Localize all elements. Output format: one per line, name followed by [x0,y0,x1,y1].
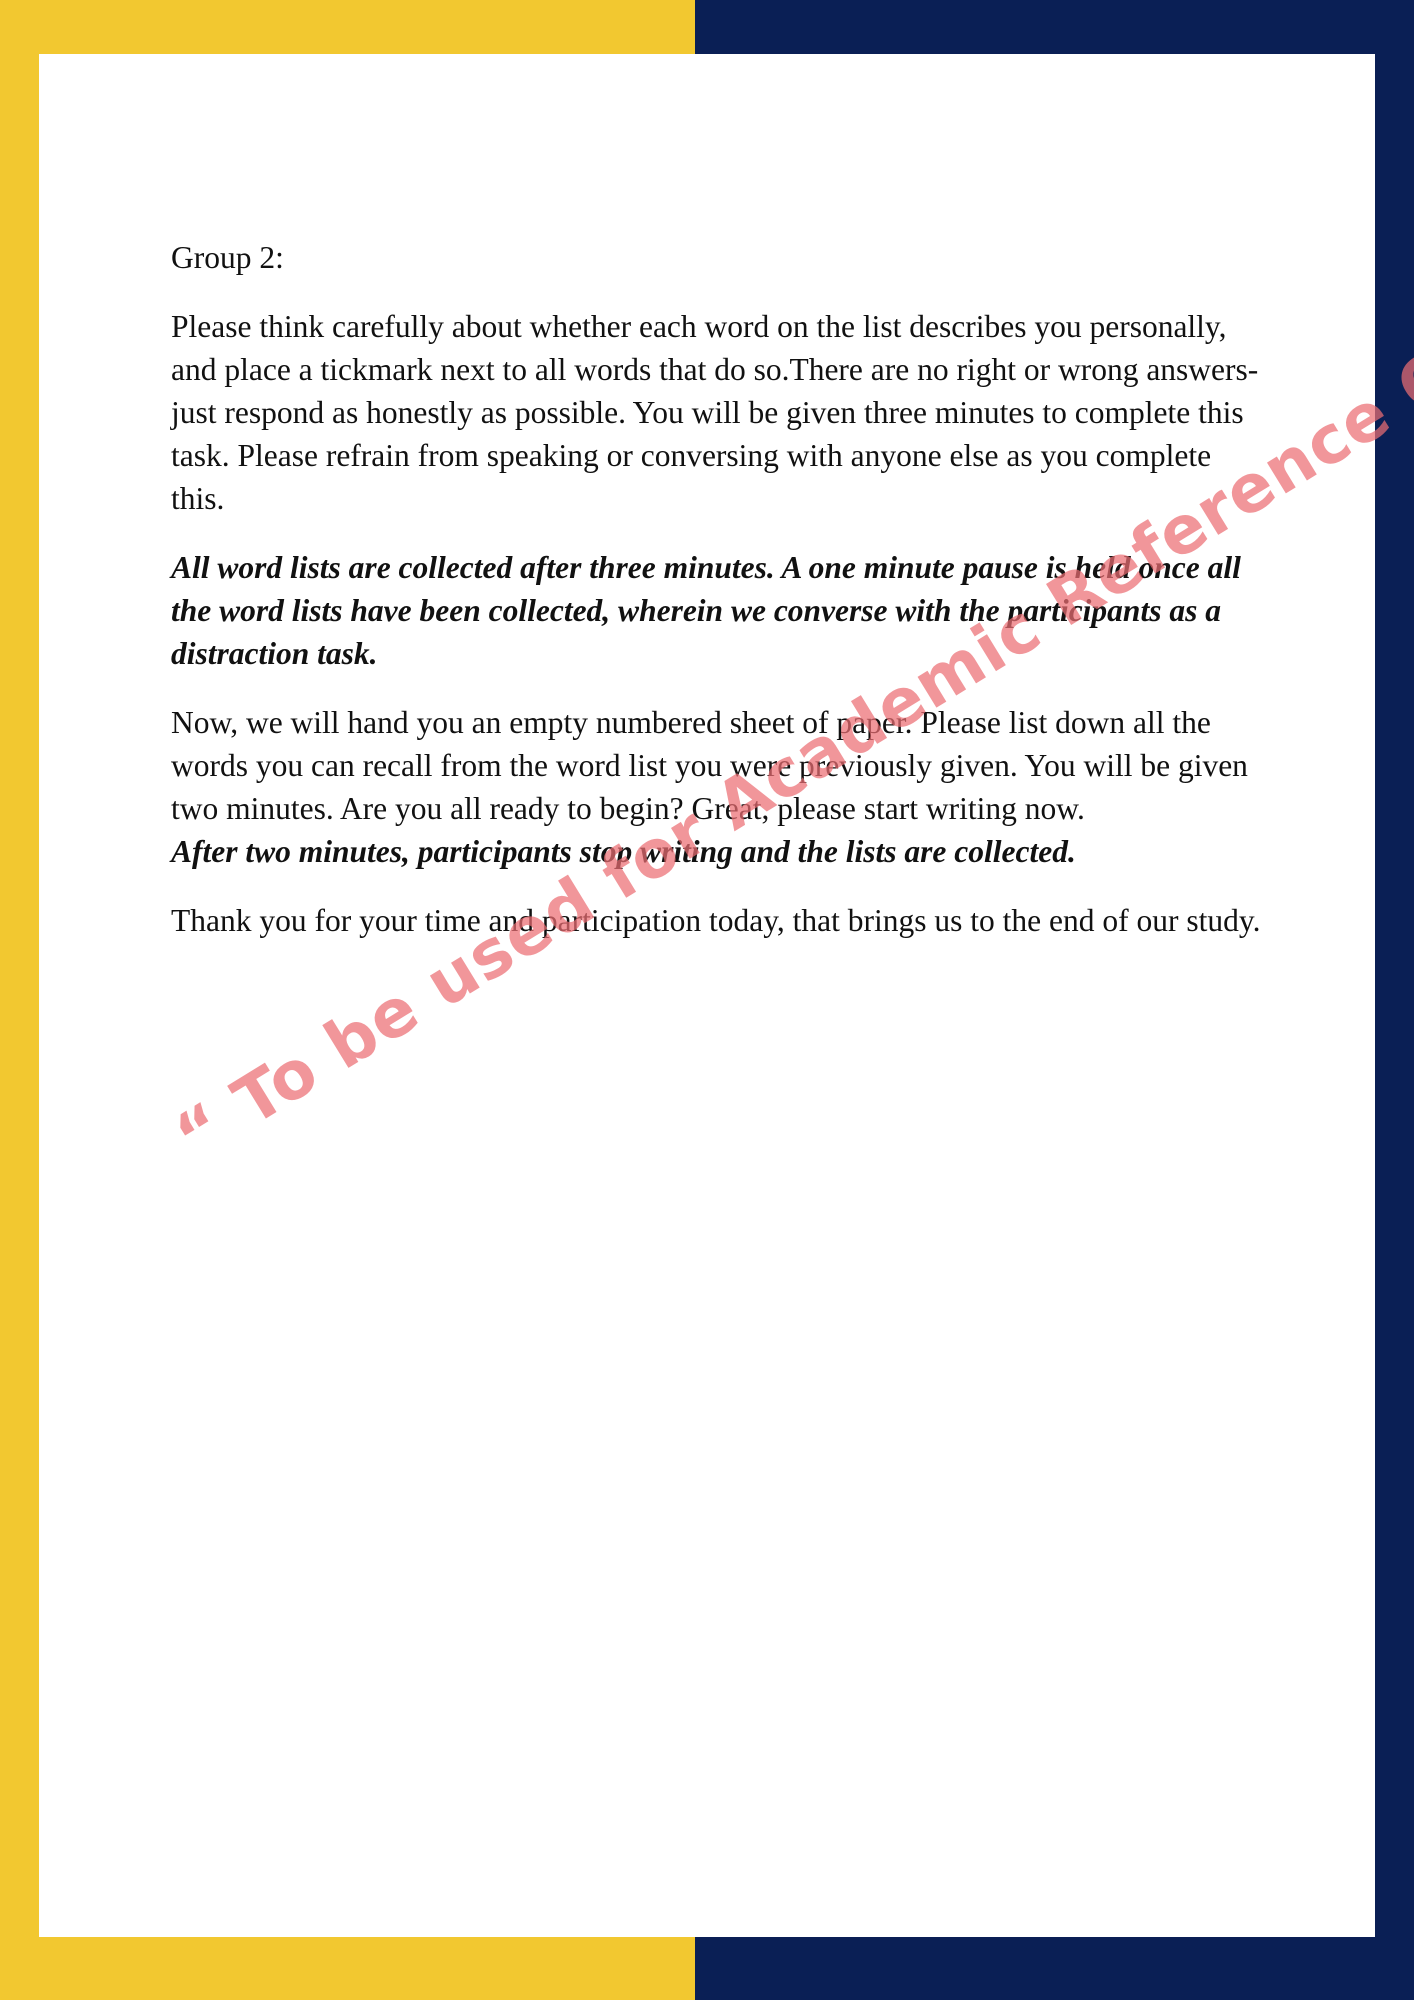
recall-paragraph: Now, we will hand you an empty numbered sheet of paper. Please list down all the words you can recall from the word list you were previously given. You will be given two minutes. Are you all ready to begin? Great, please start writing now. [171,705,1248,826]
group-heading: Group 2: [171,240,284,275]
watermark-text: “ To be used for Academic Reference [161,374,1404,1177]
closing-paragraph: Thank you for your time and participation today, that brings us to the end of our study. [171,903,1261,938]
instructions-paragraph: Please think carefully about whether each word on the list describes you personally, and place a tickmark next to all words that do so.There are no right or wrong answers- just respond as honestly as possible. You will be given three minutes to complete this task. Please refrain from speaking or conversing with anyone else as you complete this. [171,309,1259,516]
facilitator-note-collection: After two minutes, participants stop writing and the lists are collected. [171,834,1076,869]
facilitator-note-distraction: All word lists are collected after three minutes. A one minute pause is held once all the word lists have been collected, wherein we converse with the participants as a distraction task. [171,550,1241,671]
document-body [171,236,1271,968]
